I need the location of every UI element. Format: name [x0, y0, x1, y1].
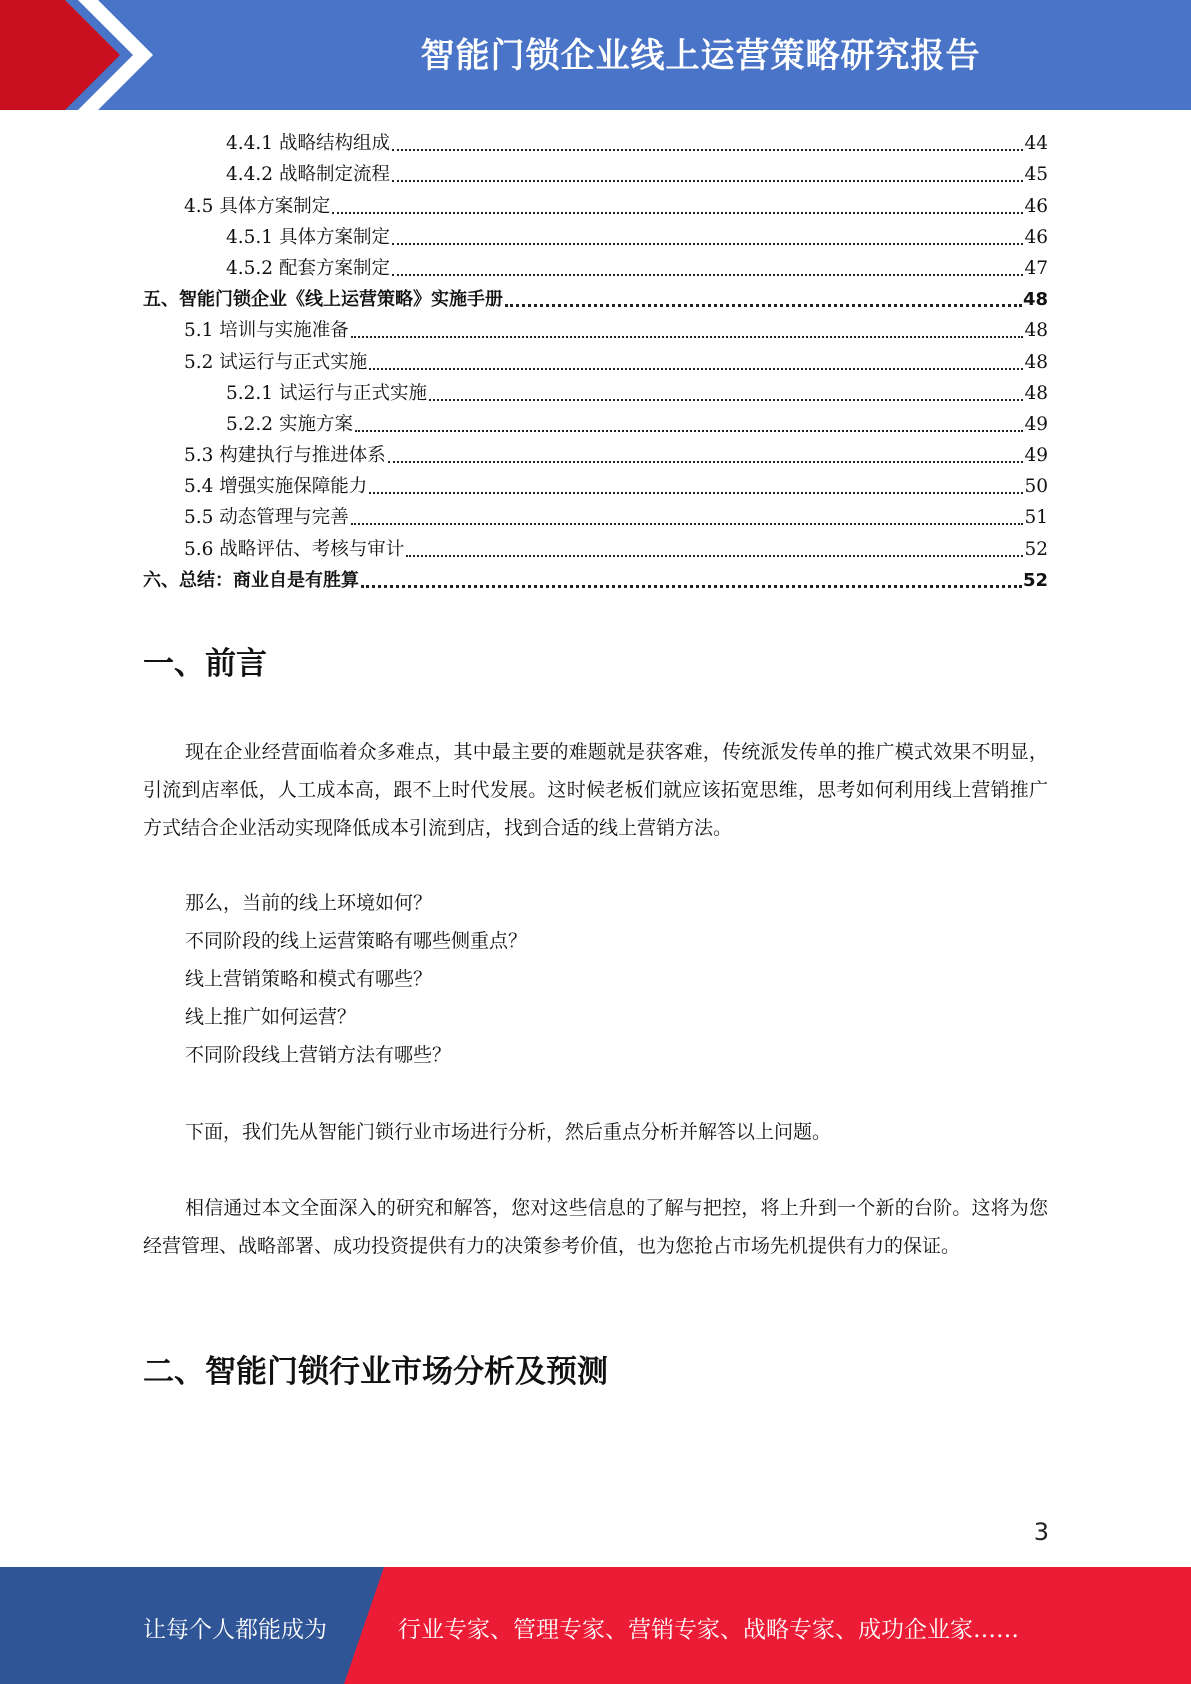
toc-entry-page: 47 — [1024, 257, 1048, 279]
toc-dot-leader — [429, 398, 1023, 401]
section-heading-preface: 一、前言 — [143, 646, 267, 682]
toc-dot-leader — [351, 335, 1024, 338]
toc-entry-title: 4.5 具体方案制定 — [184, 195, 331, 217]
toc-entry-page: 52 — [1022, 569, 1048, 591]
preface-paragraph-3: 相信通过本文全面深入的研究和解答，您对这些信息的了解与把控，将上升到一个新的台阶。这将为您经营管理、战略部署、成功投资提供有力的决策参考价值，也为您抢占市场先机提供有力的保证。 — [143, 1197, 1048, 1257]
toc-entry-page: 45 — [1024, 164, 1048, 186]
toc-entry-title: 4.5.1 具体方案制定 — [226, 226, 390, 248]
page-number: 3 — [1033, 1518, 1049, 1546]
list-item: 那么，当前的线上环境如何？ — [185, 892, 433, 914]
toc-dot-leader — [505, 303, 1022, 307]
toc-entry[interactable] — [143, 533, 1048, 564]
toc-entry-page: 52 — [1024, 538, 1048, 560]
toc-entry[interactable] — [143, 128, 1048, 159]
toc-dot-leader — [388, 460, 1024, 463]
preface-paragraph-1: 现在企业经营面临着众多难点，其中最主要的难题就是获客难，传统派发传单的推广模式效果不明显，引流到店率低，人工成本高，跟不上时代发展。这时候老板们就应该拓宽思维，思考如何利用线上营销推广方式结合企业活动实现降低成本引流到店，找到合适的线上营销方法。 — [143, 741, 1048, 839]
toc-entry-title: 4.4.1 战略结构组成 — [226, 133, 390, 155]
toc-dot-leader — [392, 179, 1023, 182]
toc-entry[interactable] — [143, 471, 1048, 502]
toc-entry[interactable] — [143, 284, 1048, 315]
toc-entry-title: 5.2.1 试运行与正式实施 — [226, 382, 427, 404]
toc-entry-page: 51 — [1024, 507, 1048, 529]
table-of-contents — [143, 128, 1048, 596]
toc-entry-page: 48 — [1024, 382, 1048, 404]
toc-dot-leader — [332, 211, 1023, 214]
toc-entry-title: 4.5.2 配套方案制定 — [226, 257, 390, 279]
toc-entry-title: 4.4.2 战略制定流程 — [226, 164, 390, 186]
toc-dot-leader — [351, 522, 1024, 525]
toc-entry-page: 46 — [1024, 226, 1048, 248]
toc-entry[interactable] — [143, 159, 1048, 190]
toc-entry-title: 5.2.2 实施方案 — [226, 413, 353, 435]
toc-dot-leader — [406, 554, 1023, 557]
toc-entry[interactable] — [143, 409, 1048, 440]
toc-entry[interactable] — [143, 502, 1048, 533]
toc-dot-leader — [392, 273, 1023, 276]
toc-entry-page: 48 — [1024, 320, 1048, 342]
question-list — [185, 884, 527, 1074]
toc-dot-leader — [369, 491, 1023, 494]
toc-dot-leader — [355, 429, 1024, 432]
toc-entry[interactable] — [143, 190, 1048, 221]
list-item: 线上推广如何运营？ — [185, 1006, 357, 1028]
toc-dot-leader — [361, 584, 1022, 588]
toc-entry[interactable] — [143, 565, 1048, 596]
toc-entry-title: 5.6 战略评估、考核与审计 — [184, 538, 405, 560]
toc-entry-title: 5.2 试运行与正式实施 — [184, 351, 368, 373]
toc-entry-title: 5.5 动态管理与完善 — [184, 507, 349, 529]
toc-dot-leader — [369, 367, 1023, 370]
page-header — [0, 0, 1191, 110]
toc-entry-page: 48 — [1024, 351, 1048, 373]
toc-entry[interactable] — [143, 440, 1048, 471]
toc-dot-leader — [392, 242, 1023, 245]
report-title: 智能门锁企业线上运营策略研究报告 — [420, 36, 981, 76]
toc-entry-page: 48 — [1022, 289, 1048, 311]
footer-slogan-left: 让每个人都能成为 — [143, 1617, 327, 1643]
header-chevron-decoration — [0, 0, 160, 110]
toc-dot-leader — [392, 148, 1023, 151]
toc-entry[interactable] — [143, 346, 1048, 377]
toc-entry[interactable] — [143, 378, 1048, 409]
toc-entry-page: 44 — [1024, 133, 1048, 155]
toc-entry-title: 5.3 构建执行与推进体系 — [184, 445, 386, 467]
page-footer — [0, 1567, 1191, 1684]
list-item: 不同阶段的线上运营策略有哪些侧重点？ — [185, 930, 528, 952]
footer-slogan-right: 行业专家、管理专家、营销专家、战略专家、成功企业家…… — [398, 1617, 1019, 1643]
toc-entry[interactable] — [143, 315, 1048, 346]
preface-paragraph-2: 下面，我们先从智能门锁行业市场进行分析，然后重点分析并解答以上问题。 — [185, 1121, 832, 1143]
toc-entry-page: 46 — [1024, 195, 1048, 217]
toc-entry-title: 5.4 增强实施保障能力 — [184, 476, 368, 498]
toc-entry-page: 49 — [1024, 445, 1048, 467]
toc-entry-page: 50 — [1024, 476, 1048, 498]
toc-entry-title: 六、总结：商业自是有胜算 — [143, 569, 359, 591]
section-heading-market-analysis: 二、智能门锁行业市场分析及预测 — [143, 1354, 608, 1390]
toc-entry-title: 五、智能门锁企业《线上运营策略》实施手册 — [143, 289, 503, 311]
toc-entry[interactable] — [143, 222, 1048, 253]
toc-entry[interactable] — [143, 253, 1048, 284]
list-item: 线上营销策略和模式有哪些？ — [185, 968, 433, 990]
toc-entry-page: 49 — [1024, 413, 1048, 435]
list-item: 不同阶段线上营销方法有哪些？ — [185, 1044, 452, 1066]
toc-entry-title: 5.1 培训与实施准备 — [184, 320, 349, 342]
